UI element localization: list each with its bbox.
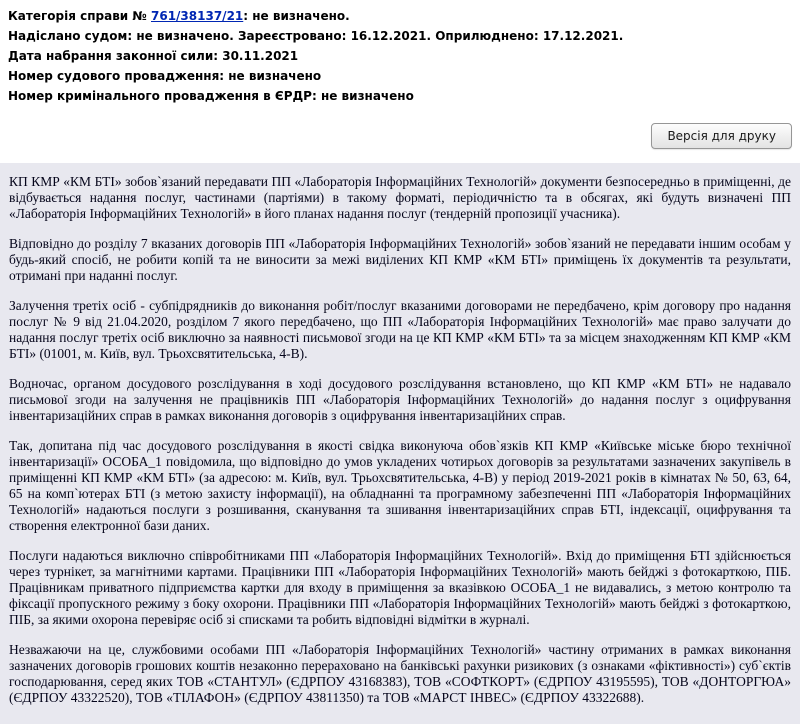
meta-row-proceeding — [8, 69, 792, 83]
category-label: Категорія справи № — [8, 9, 147, 23]
criminal-label: Номер кримінального провадження в ЄРДР: — [8, 89, 317, 103]
paragraph: Незважаючи на це, службовими особами ПП «Лабораторія Інформаційних Технологій» частину отриманих в рамках виконання зазначених договорів грошових коштів незаконно перераховано на банківські рахунки ризикових (з ознаками «фіктивності») суб`єктів господарювання, серед яких ТОВ «СТАНТУЛ» (ЄДРПОУ 43168383), ТОВ «СОФТКОРТ» (ЄДРПОУ 43195595), ТОВ «ДОНТОРГЮА» (ЄДРПОУ 43322520), ТОВ «ТІЛАФОН» (ЄДРПОУ 43811350) та ТОВ «МАРСТ ІНВЕС» (ЄДРПОУ 43322688). — [9, 642, 791, 705]
criminal-value: не визначено — [320, 89, 414, 103]
legal-force-label: Дата набрання законної сили: — [8, 49, 219, 63]
case-metadata — [0, 0, 800, 103]
sent-value: не визначено. — [136, 29, 234, 43]
published-value: 17.12.2021. — [542, 29, 624, 43]
proceeding-value: не визначено — [228, 69, 322, 83]
paragraph: Відповідно до розділу 7 вказаних договорів ПП «Лабораторія Інформаційних Технологій» зобов`язаний не передавати іншим особам у будь-який спосіб, не робити копій та не виносити за межі виділених КП КМР «КМ БТІ» приміщень їх документів та результати, отримані при наданні послуг. — [9, 236, 791, 283]
proceeding-label: Номер судового провадження: — [8, 69, 225, 83]
published-label: Оприлюднено: — [435, 29, 539, 43]
paragraph: Послуги надаються виключно співробітниками ПП «Лабораторія Інформаційних Технологій». Вхід до приміщення БТІ здійснюється через турнікет, за магнітними картами. Працівники ПП «Лабораторія Інформаційних Технологій» мають бейджі з фотокарткою, ПІБ. Працівникам приватного підприємства картки для входу в приміщення за вказівкою ОСОБА_1 не видавались, з метою контролю та фіксації пропускного режиму з боку охорони. Працівники ПП «Лабораторія Інформаційних Технологій» мають бейджі з фотокарткою, ПІБ, за якими охорона перевіряє осіб зі списками та робить відповідні відмітки в журналі. — [9, 548, 791, 627]
toolbar — [0, 109, 800, 163]
category-value: : не визначено. — [243, 9, 350, 23]
paragraph: Залучення третіх осіб - субпідрядників до виконання робіт/послуг вказаними договорами не передбачено, крім договору про надання послуг № 9 від 21.04.2020, розділом 7 якого передбачено, що ПП «Лабораторія Інформаційних Технологій» має право залучати до надання послуг третіх осіб виключно за наявності письмової згоди на це КП КМР «КМ БТІ» та за місцем знаходженням КП КМР «КМ БТІ» (01001, м. Київ, вул. Трьохсвятительська, 4-В). — [9, 298, 791, 361]
meta-row-category — [8, 9, 792, 23]
meta-row-criminal — [8, 89, 792, 103]
paragraph: Водночас, органом досудового розслідування в ході досудового розслідування встановлено, що КП КМР «КМ БТІ» не надавало письмової згоди на залучення не працівників ПП «Лабораторія Інформаційних Технологій» до надання послуг з оцифрування інвентаризаційних справ в рамках виконання договорів з оцифрування інвентаризаційних справ. — [9, 376, 791, 423]
paragraph: Так, допитана під час досудового розслідування в якості свідка виконуюча обов`язків КП КМР «Київське міське бюро технічної інвентаризації» ОСОБА_1 повідомила, що відповідно до умов укладених чотирьох договорів за результатами зазначених закупівель в приміщенні КП КМР «КМ БТІ» (за адресою: м. Київ, вул. Трьохсвятительська, 4-В) у період 2019-2021 років в кімнатах № 50, 63, 64, 65 на комп`ютерах БТІ (з метою захисту інформації), на обладнанні та програмному забезпеченні ПП «Лабораторія Інформаційних Технологій» надаються послуги з розшивання, сканування та зшивання інвентаризаційних справ БТІ, індексації, оцифрування та створення електронної бази даних. — [9, 438, 791, 533]
print-version-button[interactable]: Версія для друку — [651, 123, 792, 149]
meta-row-sent — [8, 29, 792, 43]
document-text — [0, 163, 800, 724]
registered-value: 16.12.2021. — [350, 29, 432, 43]
case-number-link[interactable]: 761/38137/21 — [151, 9, 244, 23]
legal-force-value: 30.11.2021 — [222, 49, 299, 63]
meta-row-legal-force — [8, 49, 792, 63]
paragraph: КП КМР «КМ БТІ» зобов`язаний передавати ПП «Лабораторія Інформаційних Технологій» документи безпосередньо в приміщенні, де відбувається надання послуг, частинами (партіями) в такому форматі, періодичністю та в обсягах, які будуть визначені ПП «Лабораторія Інформаційних Технологій» в його планах надання послуг (тендерній пропозиції учасника). — [9, 174, 791, 221]
registered-label: Зареєстровано: — [237, 29, 347, 43]
sent-label: Надіслано судом: — [8, 29, 133, 43]
